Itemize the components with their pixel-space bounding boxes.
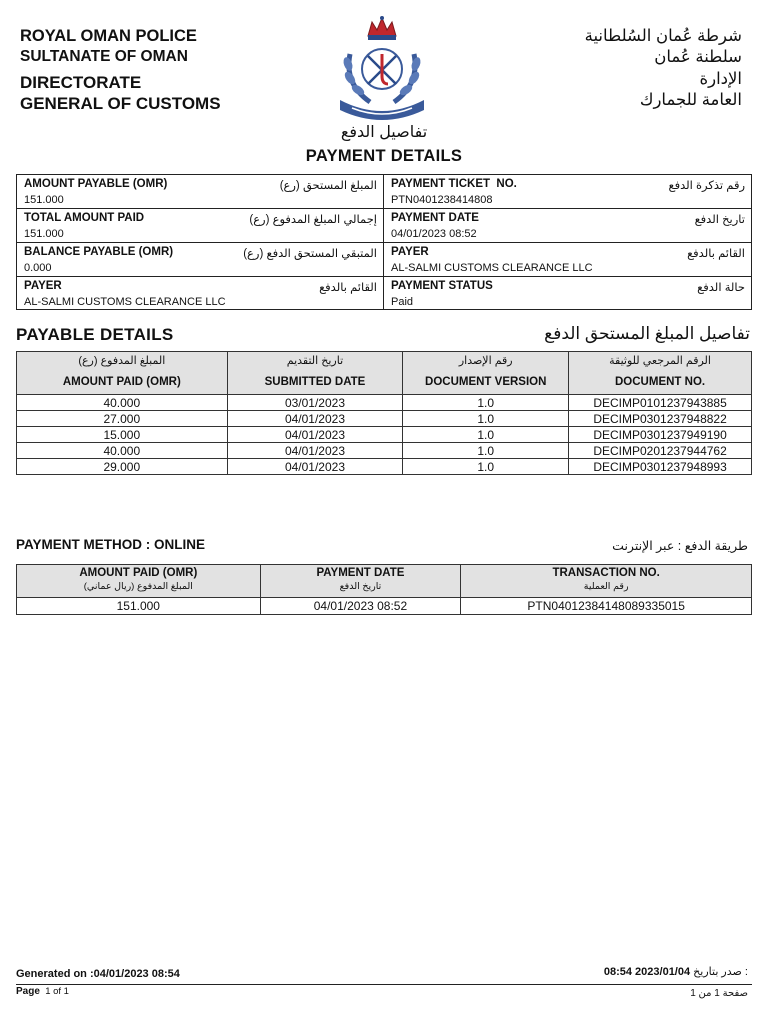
payment-ticket-value: PTN0401238414808 (391, 194, 493, 206)
total-amount-paid-value: 151.000 (24, 228, 64, 240)
submitted-date-cell: 04/01/2023 (227, 427, 403, 443)
amount-payable-value: 151.000 (24, 194, 64, 206)
document-version-cell: 1.0 (403, 427, 569, 443)
amount-payable-label: AMOUNT PAYABLE (OMR) (24, 178, 168, 190)
document-version-cell: 1.0 (403, 395, 569, 411)
payment-status-value: Paid (391, 296, 414, 308)
document-no-cell: DECIMP0301237948822 (569, 411, 752, 427)
column-header-ar: رقم العملية (583, 581, 629, 592)
table-row (17, 411, 752, 427)
table-row (17, 459, 752, 475)
payment-date-value: 04/01/2023 08:52 (391, 228, 477, 240)
submitted-date-cell: 04/01/2023 (227, 411, 403, 427)
transaction-no-cell: PTN040123841480893350​15 (461, 598, 752, 615)
table-row (17, 395, 752, 411)
column-header-ar: المبلغ المدفوع (ريال عماني) (83, 581, 193, 592)
payer-left-label-ar: القائم بالدفع (319, 282, 377, 294)
column-header-amount-paid (17, 565, 261, 598)
payment-status-label: PAYMENT STATUS (391, 280, 493, 292)
payer-right-cell (384, 243, 751, 274)
balance-payable-label-ar: المتبقي المستحق الدفع (رع) (243, 248, 377, 260)
amount-paid-cell: 27.000 (17, 411, 228, 427)
generated-on-arabic-label: صدر بتاريخ : (693, 966, 748, 978)
payment-date-label-ar: تاريخ الدفع (694, 214, 745, 226)
page-number-arabic: صفحة 1 من 1 (690, 988, 748, 999)
document-version-cell: 1.0 (403, 443, 569, 459)
balance-payable-cell (17, 243, 383, 274)
generated-on-arabic-value: 08:54 2023/01/04 (603, 966, 691, 978)
payable-details-title-arabic: تفاصيل المبلغ المستحق الدفع (544, 324, 750, 343)
payment-ticket-label: PAYMENT TICKET NO. (391, 178, 517, 190)
header-english (20, 26, 221, 115)
balance-payable-value: 0.000 (24, 262, 52, 274)
royal-oman-police-emblem-icon (330, 14, 434, 120)
column-header-en: TRANSACTION NO. (552, 567, 660, 579)
column-header-en: DOCUMENT VERSION (425, 376, 547, 388)
payer-left-label: PAYER (24, 280, 62, 292)
page-title-arabic: تفاصيل الدفع (340, 124, 428, 141)
footer-divider (16, 984, 752, 985)
payer-right-value: AL-SALMI CUSTOMS CLEARANCE LLC (391, 262, 593, 274)
total-amount-paid-label-ar: إجمالي المبلغ المدفوع (رع) (249, 214, 377, 226)
header-en-line2: SULTANATE OF OMAN (20, 47, 188, 65)
header-arabic (585, 26, 742, 112)
amount-paid-cell: 151.000 (17, 598, 261, 615)
document-no-cell: DECIMP0301237948993 (569, 459, 752, 475)
page-label: Page (16, 986, 40, 997)
document-version-cell: 1.0 (403, 459, 569, 475)
column-header-en: AMOUNT PAID (OMR) (79, 567, 198, 579)
column-header-document-version (403, 352, 569, 395)
column-header-ar: الرقم المرجعي للوثيقة (609, 355, 711, 367)
column-header-amount-paid (17, 352, 228, 395)
payer-right-label: PAYER (391, 246, 429, 258)
total-amount-paid-label: TOTAL AMOUNT PAID (24, 212, 145, 224)
payment-status-label-ar: حالة الدفع (697, 282, 745, 294)
page-number (16, 986, 69, 997)
document-no-cell: DECIMP0301237949190 (569, 427, 752, 443)
amount-paid-cell: 40.000 (17, 395, 228, 411)
payment-method-label-arabic: طريقة الدفع : عبر الإنترنت (612, 539, 748, 553)
column-header-en: DOCUMENT NO. (615, 376, 706, 388)
document-no-cell: DECIMP0101237943885 (569, 395, 752, 411)
amount-paid-cell: 15.000 (17, 427, 228, 443)
table-row (17, 427, 752, 443)
column-header-en: AMOUNT PAID (OMR) (62, 376, 181, 388)
document-no-cell: DECIMP0201237944762 (569, 443, 752, 459)
header-ar-line4: العامة للجمارك (639, 91, 742, 110)
page-title: PAYMENT DETAILS (305, 147, 463, 165)
payment-date-label: PAYMENT DATE (391, 212, 479, 224)
column-header-payment-date (260, 565, 461, 598)
total-amount-paid-cell (17, 209, 383, 240)
payment-date-cell (384, 209, 751, 240)
table-row (17, 443, 752, 459)
column-header-transaction-no (461, 565, 752, 598)
column-header-ar: رقم الإصدار (458, 355, 513, 367)
generated-on-arabic (604, 965, 748, 978)
payment-info-grid (16, 174, 752, 310)
amount-payable-cell (17, 175, 383, 206)
payable-details-title: PAYABLE DETAILS (16, 325, 174, 344)
payment-ticket-cell (384, 175, 751, 206)
payment-date-cell: 04/01/2023 08:52 (260, 598, 461, 615)
column-header-en: PAYMENT DATE (316, 567, 405, 579)
payer-left-cell (17, 277, 383, 308)
header-en-line3: DIRECTORATE (20, 73, 142, 92)
table-header-row (17, 352, 752, 395)
column-header-document-no (569, 352, 752, 395)
column-header-ar: تاريخ الدفع (339, 581, 382, 592)
header-ar-line3: الإدارة (699, 69, 742, 88)
page-value: 1 of 1 (45, 986, 69, 997)
header-en-line4: GENERAL OF CUSTOMS (20, 94, 221, 114)
payment-ticket-label-ar: رقم تذكرة الدفع (668, 180, 745, 192)
table-header-row (17, 565, 752, 598)
submitted-date-cell: 03/01/2023 (227, 395, 403, 411)
payment-method-table (16, 564, 752, 615)
header-en-line1: ROYAL OMAN POLICE (20, 27, 197, 45)
amount-payable-label-ar: المبلغ المستحق (رع) (279, 180, 377, 192)
balance-payable-label: BALANCE PAYABLE (OMR) (24, 246, 174, 258)
generated-on: Generated on :04/01/2023 08:54 (16, 968, 180, 980)
payable-details-table (16, 351, 752, 475)
payment-method-label: PAYMENT METHOD : ONLINE (16, 537, 206, 552)
payer-right-label-ar: القائم بالدفع (687, 248, 745, 260)
table-row (17, 598, 752, 615)
document-version-cell: 1.0 (403, 411, 569, 427)
column-header-submitted-date (227, 352, 403, 395)
payment-status-cell (384, 277, 751, 308)
column-header-ar: المبلغ المدفوع (رع) (78, 355, 166, 367)
column-header-en: SUBMITTED DATE (264, 376, 366, 388)
amount-paid-cell: 29.000 (17, 459, 228, 475)
payer-left-value: AL-SALMI CUSTOMS CLEARANCE LLC (24, 296, 226, 308)
header-ar-line1: شرطة عُمان السُلطانية (584, 27, 742, 45)
submitted-date-cell: 04/01/2023 (227, 443, 403, 459)
header-ar-line2: سلطنة عُمان (654, 48, 742, 67)
amount-paid-cell: 40.000 (17, 443, 228, 459)
column-header-ar: تاريخ التقديم (286, 355, 344, 367)
submitted-date-cell: 04/01/2023 (227, 459, 403, 475)
